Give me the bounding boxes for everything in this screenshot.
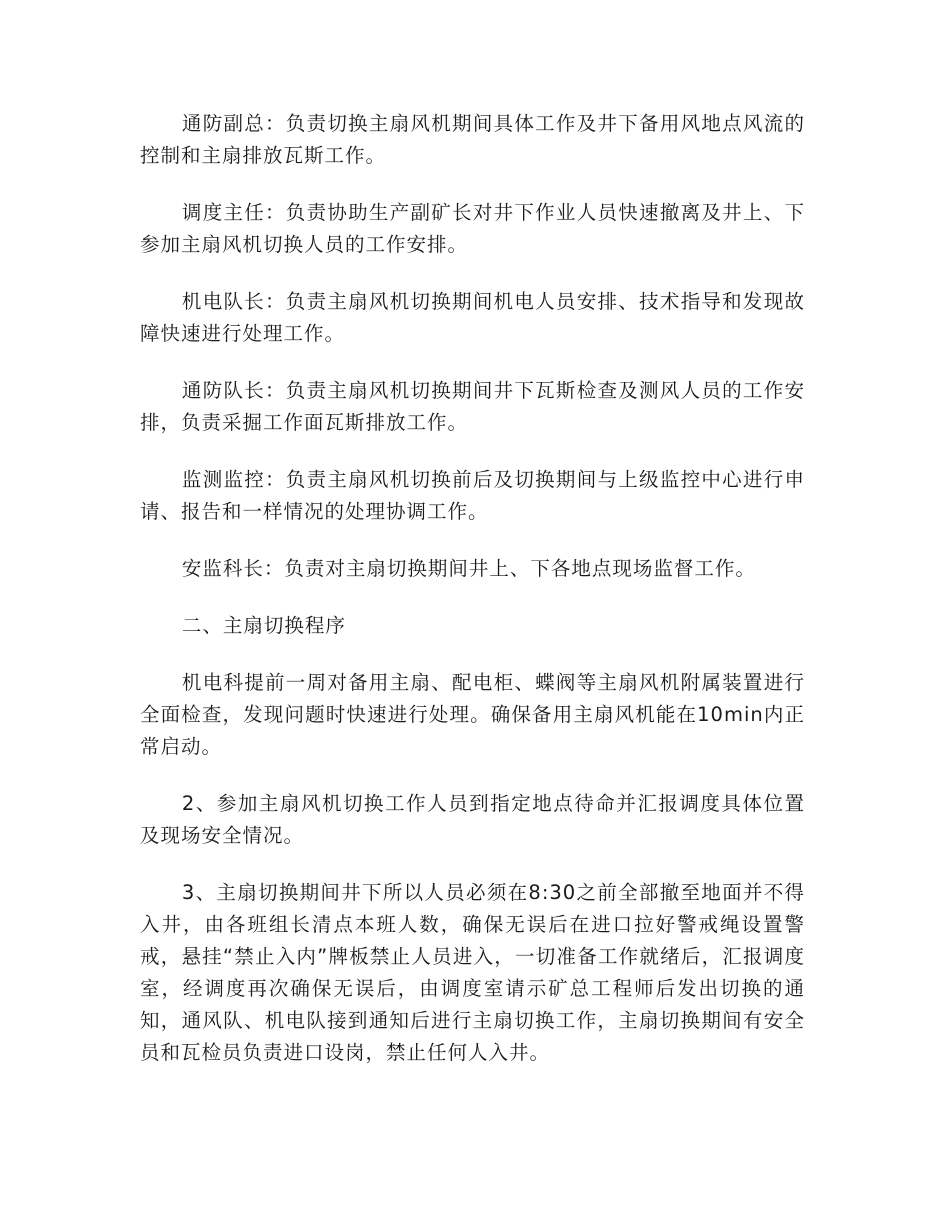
paragraph-tongfang-duizhang: 通防队长：负责主扇风机切换期间井下瓦斯检查及测风人员的工作安排，负责采掘工作面瓦斯排放工作。 xyxy=(140,379,805,434)
paragraph-jiance-jiankong: 监测监控：负责主扇风机切换前后及切换期间与上级监控中心进行申请、报告和一样情况的处理协调工作。 xyxy=(140,468,805,523)
paragraph-tongfang-fuzong: 通防副总：负责切换主扇风机期间具体工作及井下备用风地点风流的控制和主扇排放瓦斯工作。 xyxy=(140,112,805,167)
paragraph-jidian-duizhang: 机电队长：负责主扇风机切换期间机电人员安排、技术指导和发现故障快速进行处理工作。 xyxy=(140,290,805,345)
document-page xyxy=(140,108,805,1094)
paragraph-anjian-kezhang: 安监科长：负责对主扇切换期间井上、下各地点现场监督工作。 xyxy=(181,557,756,580)
section-heading-procedure: 二、主扇切换程序 xyxy=(181,614,346,637)
paragraph-step-2: 2、参加主扇风机切换工作人员到指定地点待命并汇报调度具体位置及现场安全情况。 xyxy=(140,792,805,847)
paragraph-diaodu-zhuren: 调度主任：负责协助生产副矿长对井下作业人员快速撤离及井上、下参加主扇风机切换人员的工作安排。 xyxy=(140,201,805,256)
paragraph-step-3: 3、主扇切换期间井下所以人员必须在8:30之前全部撤至地面并不得入井，由各班组长清点本班人数，确保无误后在进口拉好警戒绳设置警戒，悬挂“禁止入内”牌板禁止人员进入，一切准备工作就绪后，汇报调度室，经调度再次确保无误后，由调度室请示矿总工程师后发出切换的通知，通风队、机电队接到通知后进行主扇切换工作，主扇切换期间有安全员和瓦检员负责进口设岗，禁止任何人入井。 xyxy=(140,881,805,1064)
paragraph-step-1: 机电科提前一周对备用主扇、配电柜、蝶阀等主扇风机附属装置进行全面检查，发现问题时快速进行处理。确保备用主扇风机能在10min内正常启动。 xyxy=(140,671,805,758)
